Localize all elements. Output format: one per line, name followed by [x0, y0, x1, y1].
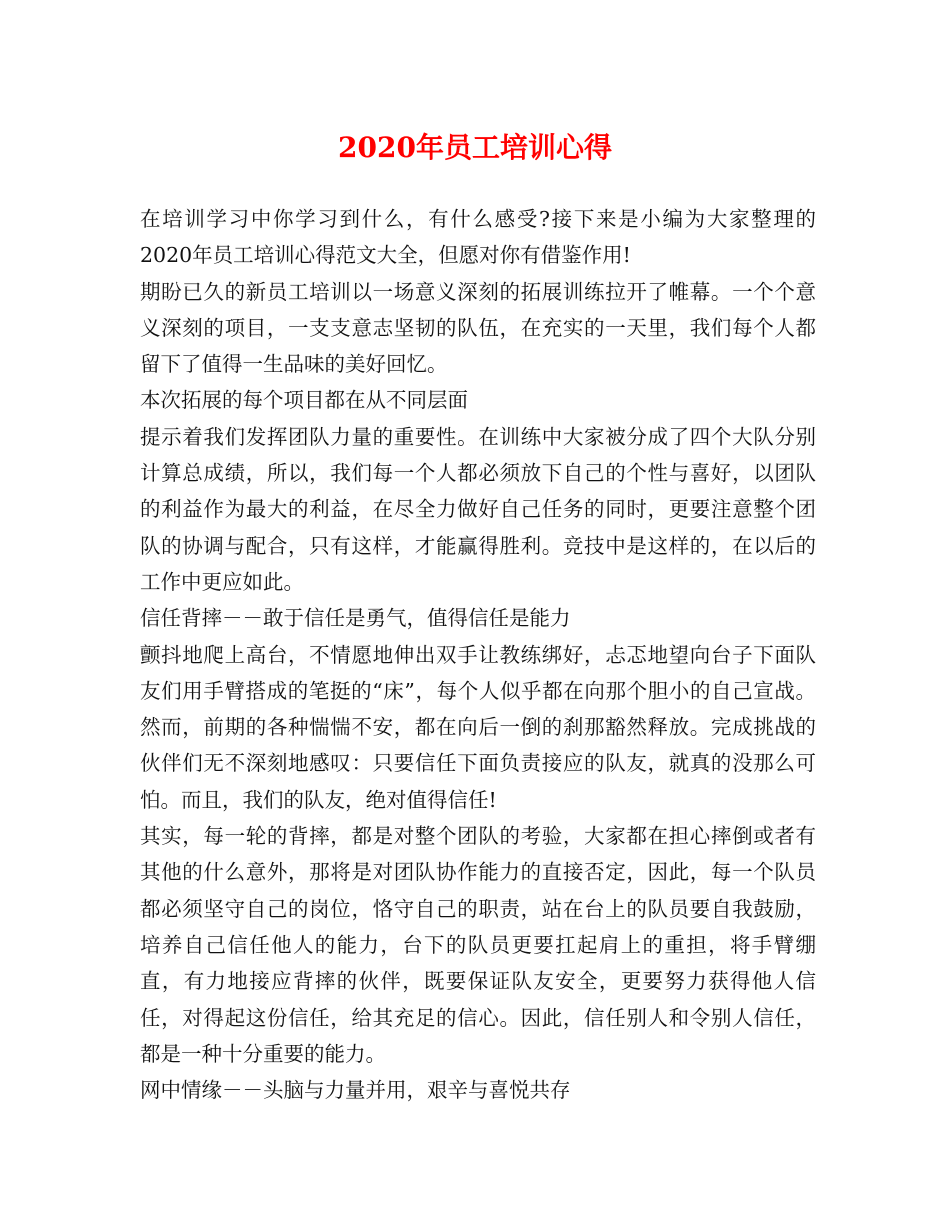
- section-heading-net: 网中情缘－－头脑与力量并用，艰辛与喜悦共存: [140, 1078, 571, 1103]
- document-title: 2020年员工培训心得: [338, 131, 612, 164]
- paragraph-trust-reflection: 其实，每一轮的背摔，都是对整个团队的考验，大家都在担心摔倒或者有其他的什么意外，那将是对团队协作能力的直接否定，因此，每一个队员都必须坚守自己的岗位，恪守自己的职责，站在台上的队员要自我鼓励，培养自己信任他人的能力，台下的队员更要扛起肩上的重担，将手臂绷直，有力地接应背摔的伙伴，既要保证队友安全，更要努力获得他人信任，对得起这份信任，给其充足的信心。因此，信任别人和令别人信任，都是一种十分重要的能力。: [140, 824, 816, 1066]
- paragraph-fragment: 本次拓展的每个项目都在从不同层面: [140, 388, 468, 413]
- section-heading-trust-fall: 信任背摔－－敢于信任是勇气，值得信任是能力: [140, 606, 571, 631]
- document-body: [140, 201, 816, 1108]
- paragraph-opening: 期盼已久的新员工培训以一场意义深刻的拓展训练拉开了帷幕。一个个意义深刻的项目，一支支意志坚韧的队伍，在充实的一天里，我们每个人都留下了值得一生品味的美好回忆。: [140, 279, 816, 377]
- paragraph-intro: 在培训学习中你学习到什么，有什么感受?接下来是小编为大家整理的2020年员工培训心得范文大全，但愿对你有借鉴作用!: [140, 207, 816, 268]
- paragraph-trust-fall: 颤抖地爬上高台，不情愿地伸出双手让教练绑好，忐忑地望向台子下面队友们用手臂搭成的笔挺的“床”，每个人似乎都在向那个胆小的自己宣战。然而，前期的各种惴惴不安，都在向后一倒的刹那豁然释放。完成挑战的伙伴们无不深刻地感叹：只要信任下面负责接应的队友，就真的没那么可怕。而且，我们的队友，绝对值得信任!: [140, 642, 816, 812]
- paragraph-teamwork: 提示着我们发挥团队力量的重要性。在训练中大家被分成了四个大队分别计算总成绩，所以，我们每一个人都必须放下自己的个性与喜好，以团队的利益作为最大的利益，在尽全力做好自己任务的同时，更要注意整个团队的协调与配合，只有这样，才能赢得胜利。竞技中是这样的，在以后的工作中更应如此。: [140, 424, 816, 594]
